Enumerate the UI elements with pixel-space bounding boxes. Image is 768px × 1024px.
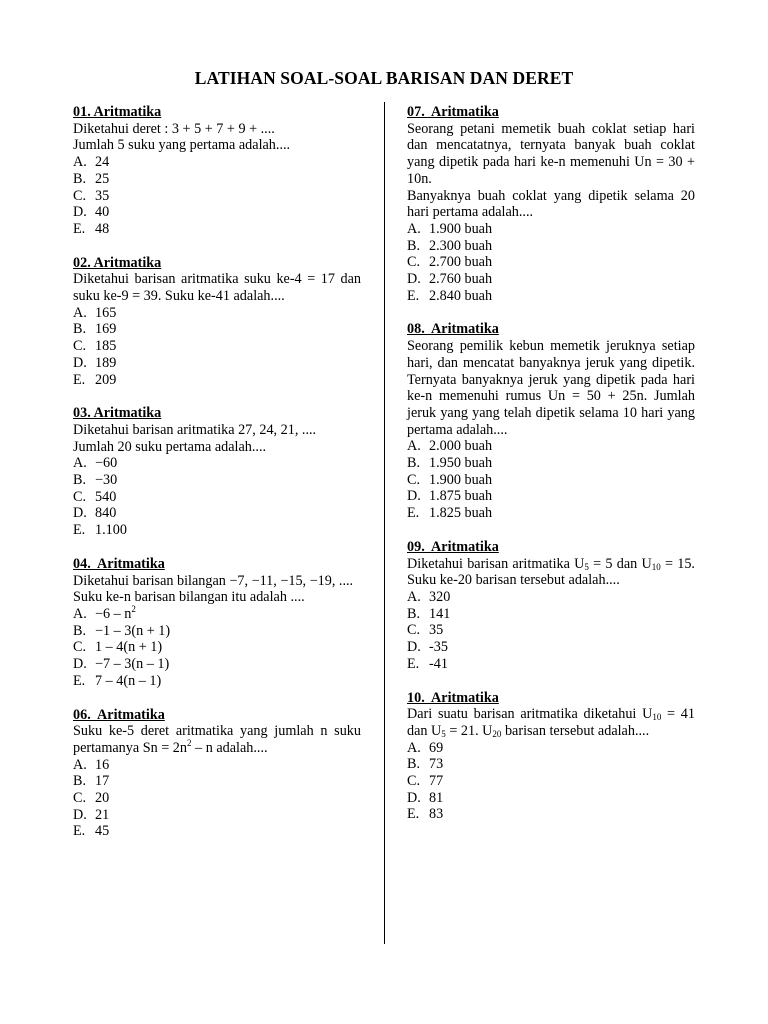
- exponent: 2: [131, 603, 136, 614]
- question-06: [73, 707, 361, 841]
- option-value: 141: [429, 605, 451, 622]
- option-letter: C.: [73, 187, 87, 204]
- answer-option: [73, 472, 361, 489]
- answer-option: [73, 673, 361, 690]
- option-value: 540: [95, 488, 117, 505]
- question-title: 10. Aritmatika: [407, 689, 499, 706]
- option-value: 2.700 buah: [429, 254, 493, 271]
- answer-option: [407, 606, 695, 623]
- option-value: 1 – 4(n + 1): [95, 639, 163, 656]
- option-value: 185: [95, 338, 117, 355]
- text-part: = 15. Suku ke-20 barisan tersebut adalah....: [407, 555, 695, 589]
- option-letter: A.: [407, 438, 421, 455]
- option-value: 1.900 buah: [429, 471, 493, 488]
- question-title: 06. Aritmatika: [73, 706, 165, 723]
- option-letter: C.: [73, 639, 87, 656]
- question-title: 04. Aritmatika: [73, 555, 165, 572]
- answer-option: [73, 171, 361, 188]
- option-value: 20: [95, 790, 110, 807]
- option-letter: D.: [407, 789, 421, 806]
- option-letter: A.: [73, 756, 87, 773]
- answer-option: [407, 806, 695, 823]
- option-letter: D.: [73, 354, 87, 371]
- answer-option: [73, 305, 361, 322]
- option-value: 840: [95, 505, 117, 522]
- option-value: 24: [95, 154, 110, 171]
- option-value: 209: [95, 371, 117, 388]
- question-title: 07. Aritmatika: [407, 104, 499, 120]
- column-divider: [384, 102, 385, 944]
- option-letter: B.: [407, 605, 421, 622]
- subscript: 20: [492, 728, 502, 739]
- answer-option: [407, 488, 695, 505]
- option-value: -41: [429, 655, 448, 672]
- option-value: 320: [429, 588, 451, 605]
- question-text: Diketahui barisan aritmatika 27, 24, 21, ....: [73, 421, 317, 438]
- option-letter: B.: [407, 756, 421, 773]
- answer-option: [407, 238, 695, 255]
- option-letter: A.: [407, 588, 421, 605]
- answer-options: [407, 221, 695, 305]
- answer-option: [73, 505, 361, 522]
- option-value: −1 – 3(n + 1): [95, 622, 171, 639]
- question-02: [73, 255, 361, 389]
- question-text: Seorang petani memetik buah coklat setiap hari dan mencatatnya, ternyata banyak buah coklat yang dipetik pada hari ke-n memenuhi Un = 30 + 10n.: [407, 120, 695, 187]
- answer-options: [73, 455, 361, 539]
- answer-options: [407, 438, 695, 522]
- option-letter: B.: [407, 237, 421, 254]
- question-07: [407, 104, 695, 304]
- option-letter: A.: [73, 154, 87, 171]
- option-letter: D.: [73, 505, 87, 522]
- answer-options: [73, 154, 361, 238]
- question-text: Diketahui deret : 3 + 5 + 7 + 9 + ....: [73, 120, 275, 137]
- answer-option: [407, 221, 695, 238]
- option-value: 1.100: [95, 522, 127, 539]
- option-letter: C.: [73, 338, 87, 355]
- option-letter: D.: [73, 806, 87, 823]
- subscript: 10: [652, 712, 662, 723]
- answer-option: [407, 589, 695, 606]
- option-letter: C.: [407, 254, 421, 271]
- option-value: −7 – 3(n – 1): [95, 656, 170, 673]
- question-04: [73, 556, 361, 690]
- question-03: [73, 405, 361, 539]
- answer-option: [407, 455, 695, 472]
- option-letter: E.: [73, 220, 86, 237]
- answer-option: [407, 254, 695, 271]
- question-text: Suku ke-n barisan bilangan itu adalah ....: [73, 589, 305, 606]
- answer-option: [407, 639, 695, 656]
- option-value: 1.900 buah: [429, 220, 493, 237]
- option-value: 1.825 buah: [429, 505, 493, 522]
- question-text: Diketahui barisan aritmatika suku ke-4 = 17 dan suku ke-9 = 39. Suku ke-41 adalah....: [73, 271, 361, 305]
- option-letter: E.: [73, 371, 86, 388]
- answer-options: [73, 305, 361, 389]
- option-letter: E.: [407, 287, 420, 304]
- text-part: Diketahui barisan aritmatika U: [407, 555, 585, 572]
- text-part: Dari suatu barisan aritmatika diketahui U: [407, 706, 653, 723]
- text-part: = 21. U: [445, 722, 493, 739]
- option-value: -35: [429, 639, 448, 656]
- option-letter: A.: [407, 220, 421, 237]
- answer-options: [407, 589, 695, 673]
- subscript: 5: [441, 728, 446, 739]
- page-title: LATIHAN SOAL-SOAL BARISAN DAN DERET: [194, 68, 574, 88]
- answer-option: [73, 154, 361, 171]
- answer-option: [73, 807, 361, 824]
- option-value: 1.875 buah: [429, 488, 493, 505]
- question-text: Jumlah 20 suku pertama adalah....: [73, 438, 267, 455]
- option-value: 48: [95, 220, 110, 237]
- option-letter: E.: [407, 505, 420, 522]
- text-part: barisan tersebut adalah....: [501, 722, 650, 739]
- subscript: 5: [584, 561, 589, 572]
- option-value: 2.760 buah: [429, 271, 493, 288]
- option-letter: E.: [73, 522, 86, 539]
- option-value: 73: [429, 756, 444, 773]
- answer-option: [73, 221, 361, 238]
- answer-option: [73, 639, 361, 656]
- option-value: 169: [95, 321, 117, 338]
- subscript: 10: [651, 561, 661, 572]
- option-value: 2.300 buah: [429, 237, 493, 254]
- answer-option: [73, 823, 361, 840]
- option-letter: A.: [73, 455, 87, 472]
- question-text: Jumlah 5 suku yang pertama adalah....: [73, 137, 291, 154]
- option-value: 2.840 buah: [429, 287, 493, 304]
- option-value: 25: [95, 170, 110, 187]
- option-value: 189: [95, 354, 117, 371]
- text-part: – n adalah....: [191, 739, 268, 756]
- option-letter: B.: [73, 170, 87, 187]
- question-text: Banyaknya buah coklat yang dipetik selama 20 hari pertama adalah....: [407, 187, 695, 221]
- answer-option: [73, 790, 361, 807]
- option-value: −60: [95, 455, 118, 472]
- answer-option: [407, 438, 695, 455]
- answer-option: [73, 603, 361, 623]
- answer-option: [407, 271, 695, 288]
- option-letter: D.: [407, 271, 421, 288]
- answer-options: [407, 740, 695, 824]
- option-letter: C.: [407, 622, 421, 639]
- answer-option: [407, 505, 695, 522]
- option-letter: A.: [407, 739, 421, 756]
- answer-option: [73, 321, 361, 338]
- option-letter: D.: [407, 488, 421, 505]
- answer-option: [407, 790, 695, 807]
- option-value: 2.000 buah: [429, 438, 493, 455]
- answer-option: [407, 740, 695, 757]
- answer-option: [407, 756, 695, 773]
- question-title: 01. Aritmatika: [73, 104, 162, 120]
- answer-option: [73, 372, 361, 389]
- answer-option: [407, 773, 695, 790]
- option-value: 35: [429, 622, 444, 639]
- option-letter: D.: [73, 204, 87, 221]
- question-09: [407, 539, 695, 673]
- option-letter: C.: [73, 790, 87, 807]
- option-letter: A.: [73, 304, 87, 321]
- option-letter: E.: [407, 806, 420, 823]
- option-value: 69: [429, 739, 444, 756]
- left-column: [73, 104, 361, 857]
- question-title: 02. Aritmatika: [73, 254, 162, 271]
- text-part: = 5 dan U: [588, 555, 652, 572]
- answer-option: [73, 623, 361, 640]
- option-value: 1.950 buah: [429, 455, 493, 472]
- answer-options: [73, 757, 361, 841]
- right-column: [407, 104, 695, 840]
- option-letter: B.: [73, 622, 87, 639]
- answer-option: [73, 188, 361, 205]
- exponent: 2: [187, 737, 192, 748]
- option-letter: C.: [407, 471, 421, 488]
- answer-option: [73, 338, 361, 355]
- answer-options: [73, 603, 361, 690]
- option-value: 165: [95, 304, 117, 321]
- option-value: 83: [429, 806, 444, 823]
- question-10: [407, 690, 695, 824]
- answer-option: [73, 455, 361, 472]
- answer-option: [407, 288, 695, 305]
- option-value: 17: [95, 773, 110, 790]
- answer-option: [73, 522, 361, 539]
- answer-option: [73, 355, 361, 372]
- option-value: −30: [95, 472, 118, 489]
- option-letter: E.: [407, 655, 420, 672]
- question-text: [407, 706, 695, 739]
- option-value: [95, 603, 136, 623]
- option-value: 45: [95, 823, 110, 840]
- option-letter: D.: [407, 639, 421, 656]
- option-letter: B.: [73, 472, 87, 489]
- option-letter: C.: [407, 773, 421, 790]
- option-value: 7 – 4(n – 1): [95, 672, 162, 689]
- option-letter: E.: [73, 672, 86, 689]
- option-letter: D.: [73, 656, 87, 673]
- text-part: = 41 dan U: [407, 706, 695, 739]
- answer-option: [407, 472, 695, 489]
- question-text: [73, 723, 361, 756]
- question-text: Diketahui barisan bilangan −7, −11, −15, −19, ....: [73, 572, 354, 589]
- answer-option: [73, 757, 361, 774]
- text-part: Suku ke-5 deret aritmatika yang jumlah n suku pertamanya Sn = 2n: [73, 723, 361, 756]
- option-value: 35: [95, 187, 110, 204]
- question-text: Seorang pemilik kebun memetik jeruknya setiap hari, dan mencatat banyaknya jeruk yang dipetik. Ternyata banyaknya jeruk yang dipetik pada hari ke-n memenuhi rumus Un = 50 + 25n. Jumlah jeruk yang yang telah dipetik selama 10 hari yang pertama adalah....: [407, 338, 695, 438]
- option-letter: A.: [73, 605, 87, 622]
- option-letter: C.: [73, 488, 87, 505]
- answer-option: [407, 622, 695, 639]
- option-letter: B.: [407, 455, 421, 472]
- answer-option: [73, 656, 361, 673]
- option-value: 40: [95, 204, 110, 221]
- option-letter: B.: [73, 773, 87, 790]
- option-letter: E.: [73, 823, 86, 840]
- answer-option: [73, 204, 361, 221]
- option-value: 77: [429, 773, 444, 790]
- question-title: 09. Aritmatika: [407, 538, 499, 555]
- answer-option: [407, 656, 695, 673]
- question-title: 08. Aritmatika: [407, 321, 499, 338]
- option-letter: B.: [73, 321, 87, 338]
- option-value: 81: [429, 789, 444, 806]
- answer-option: [73, 773, 361, 790]
- question-title: 03. Aritmatika: [73, 405, 162, 422]
- answer-option: [73, 489, 361, 506]
- option-value: 16: [95, 756, 110, 773]
- option-value: 21: [95, 806, 110, 823]
- option-expression: −6 – n: [95, 605, 132, 622]
- question-text: [407, 556, 695, 589]
- question-01: [73, 104, 361, 238]
- question-08: [407, 321, 695, 521]
